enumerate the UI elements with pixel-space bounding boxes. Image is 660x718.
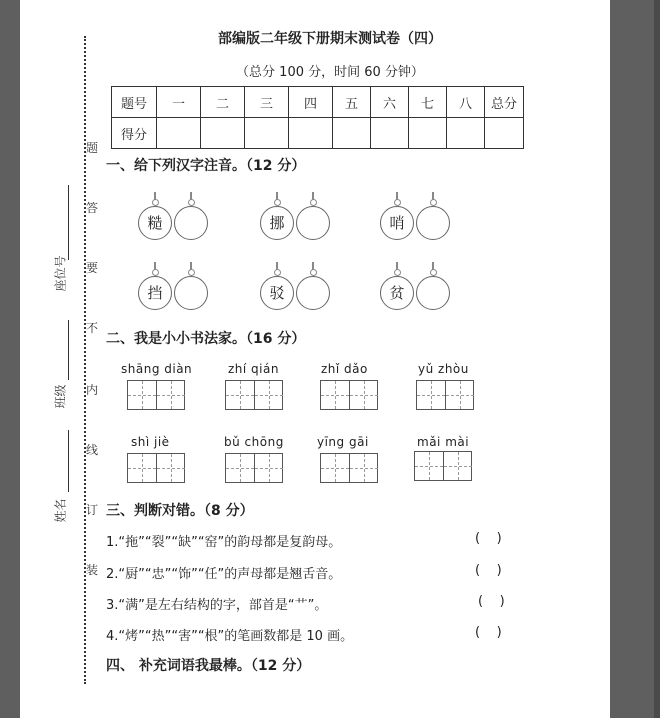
grid-cell[interactable] (321, 381, 349, 409)
answer-parentheses[interactable]: ( ) (475, 625, 502, 640)
pinyin-label: bǔ chōng (224, 435, 284, 449)
seat-number-label: 座位号 (53, 255, 68, 292)
character-ball: 挡 (138, 276, 172, 310)
character-ball: 贫 (380, 276, 414, 310)
class-label: 班级 (53, 384, 68, 409)
grid-cell[interactable] (226, 381, 254, 409)
score-table-cell: 七 (409, 87, 447, 118)
score-table-cell: 二 (201, 87, 245, 118)
grid-cell[interactable] (254, 381, 283, 409)
document-page (20, 0, 610, 718)
ornament-item (380, 262, 460, 322)
binding-char: 线 (86, 443, 99, 457)
score-table-score-row (112, 118, 524, 149)
section-4-heading: 四、 补充词语我最棒。（12 分） (106, 658, 311, 674)
score-entry-cell[interactable] (157, 118, 201, 149)
hook-icon (430, 262, 436, 276)
seat-number-line (68, 185, 69, 260)
judgement-question: 3.“满”是左右结构的字，部首是“艹”。 (106, 598, 328, 613)
writing-grid[interactable] (127, 453, 185, 483)
writing-grid[interactable] (127, 380, 185, 410)
hook-icon (430, 192, 436, 206)
answer-parentheses[interactable]: ( ) (475, 563, 502, 578)
hook-icon (152, 262, 158, 276)
class-line (68, 320, 69, 380)
name-line (68, 430, 69, 492)
answer-ball[interactable] (416, 206, 450, 240)
scrollbar[interactable] (654, 0, 660, 718)
hook-icon (188, 192, 194, 206)
binding-char: 要 (86, 261, 99, 275)
answer-parentheses[interactable]: ( ) (475, 531, 502, 546)
ornament-item (260, 262, 340, 322)
hook-icon (274, 192, 280, 206)
score-table-cell: 八 (447, 87, 485, 118)
score-entry-cell[interactable] (289, 118, 333, 149)
binding-char: 不 (86, 321, 99, 335)
grid-cell[interactable] (321, 454, 349, 482)
writing-grid[interactable] (320, 453, 378, 483)
hook-icon (310, 262, 316, 276)
hook-icon (394, 192, 400, 206)
hook-icon (188, 262, 194, 276)
hook-icon (394, 262, 400, 276)
score-entry-cell[interactable] (371, 118, 409, 149)
score-entry-cell[interactable] (409, 118, 447, 149)
score-table-cell: 六 (371, 87, 409, 118)
score-entry-cell[interactable] (245, 118, 289, 149)
exam-subtitle: （总分 100 分，时间 60 分钟） (236, 65, 424, 80)
grid-cell[interactable] (443, 452, 472, 480)
grid-cell[interactable] (156, 454, 185, 482)
score-table-cell: 题号 (112, 87, 157, 118)
pinyin-label: zhǐ dǎo (321, 362, 368, 376)
score-entry-cell[interactable] (201, 118, 245, 149)
grid-cell[interactable] (128, 454, 156, 482)
binding-char: 订 (86, 503, 99, 517)
grid-cell[interactable] (349, 381, 378, 409)
score-table-cell: 五 (333, 87, 371, 118)
grid-cell[interactable] (445, 381, 474, 409)
score-table-cell: 总分 (485, 87, 524, 118)
binding-char: 答 (86, 201, 99, 215)
score-table-cell: 三 (245, 87, 289, 118)
binding-char: 装 (86, 563, 99, 577)
binding-dotted-line (84, 36, 86, 684)
character-ball: 驳 (260, 276, 294, 310)
pinyin-label: yīng gāi (317, 435, 369, 449)
hook-icon (310, 192, 316, 206)
writing-grid[interactable] (320, 380, 378, 410)
ornament-item (260, 192, 340, 252)
binding-char: 题 (86, 141, 99, 155)
hook-icon (274, 262, 280, 276)
section-2-heading: 二、我是小小书法家。（16 分） (106, 331, 306, 347)
score-entry-cell[interactable] (333, 118, 371, 149)
writing-grid[interactable] (416, 380, 474, 410)
grid-cell[interactable] (226, 454, 254, 482)
grid-cell[interactable] (415, 452, 443, 480)
grid-cell[interactable] (349, 454, 378, 482)
character-ball: 糙 (138, 206, 172, 240)
character-ball: 挪 (260, 206, 294, 240)
name-label: 姓名 (53, 498, 68, 523)
pinyin-label: mǎi mài (417, 435, 470, 449)
ornament-item (138, 192, 218, 252)
writing-grid[interactable] (414, 451, 472, 481)
hook-icon (152, 192, 158, 206)
writing-grid[interactable] (225, 453, 283, 483)
pinyin-label: shì jiè (131, 435, 170, 449)
grid-cell[interactable] (417, 381, 445, 409)
grid-cell[interactable] (254, 454, 283, 482)
exam-title: 部编版二年级下册期末测试卷（四） (218, 31, 442, 47)
judgement-question: 2.“厨”“忠”“饰”“任”的声母都是翘舌音。 (106, 567, 342, 582)
score-table-cell: 一 (157, 87, 201, 118)
pinyin-label: shāng diàn (121, 362, 193, 376)
score-table-cell: 得分 (112, 118, 157, 149)
writing-grid[interactable] (225, 380, 283, 410)
answer-parentheses[interactable]: ( ) (478, 594, 505, 609)
answer-ball[interactable] (416, 276, 450, 310)
character-ball: 哨 (380, 206, 414, 240)
answer-ball[interactable] (174, 206, 208, 240)
judgement-question: 1.“拖”“裂”“缺”“窑”的韵母都是复韵母。 (106, 535, 342, 550)
binding-char: 内 (86, 383, 99, 397)
score-entry-cell[interactable] (485, 118, 524, 149)
section-3-heading: 三、判断对错。（8 分） (106, 503, 254, 519)
grid-cell[interactable] (156, 381, 185, 409)
grid-cell[interactable] (128, 381, 156, 409)
score-table (111, 86, 524, 149)
judgement-question: 4.“烤”“热”“害”“根”的笔画数都是 10 画。 (106, 629, 354, 644)
answer-ball[interactable] (174, 276, 208, 310)
answer-ball[interactable] (296, 206, 330, 240)
answer-ball[interactable] (296, 276, 330, 310)
pinyin-label: zhí qián (228, 362, 279, 376)
score-table-header-row (112, 87, 524, 118)
score-entry-cell[interactable] (447, 118, 485, 149)
section-1-heading: 一、给下列汉字注音。（12 分） (106, 158, 306, 174)
pinyin-label: yǔ zhòu (418, 362, 469, 376)
score-table-cell: 四 (289, 87, 333, 118)
ornament-item (380, 192, 460, 252)
ornament-item (138, 262, 218, 322)
